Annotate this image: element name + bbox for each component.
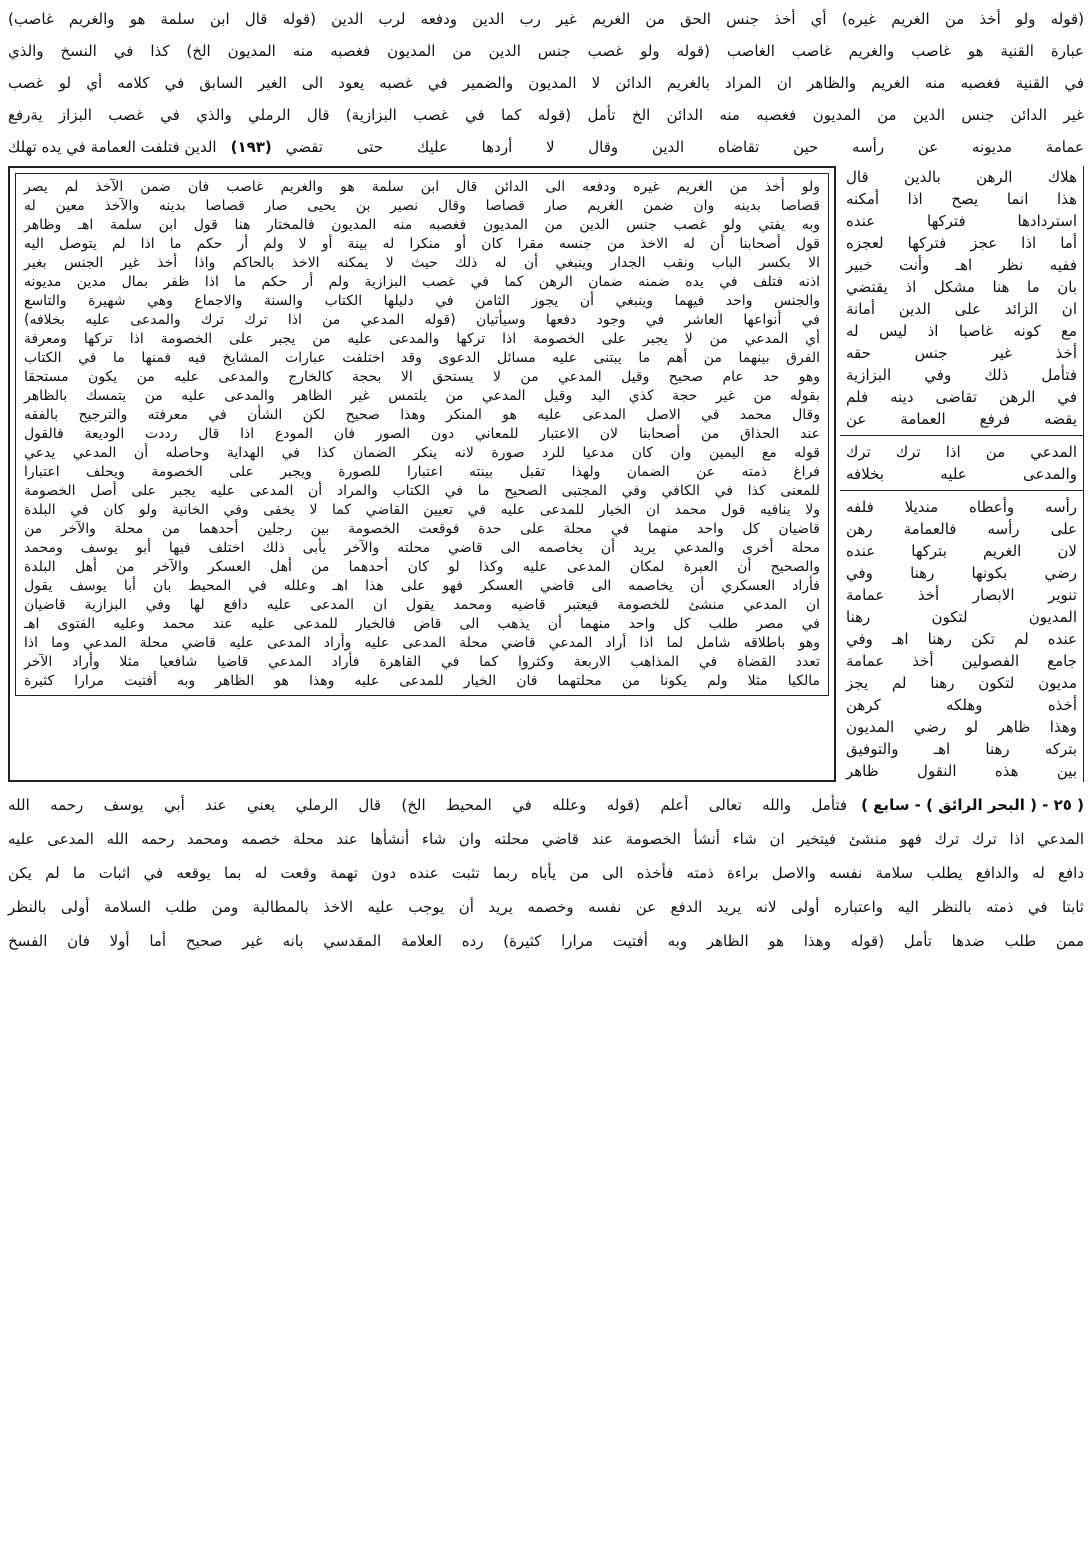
main-text-line: تعدد القضاة في المذاهب الاربعة وكثروا كما في القاهرة فأراد المدعي قاضيا شافعيا مثلا وأراد الآخر xyxy=(24,654,820,670)
side-text-line: هذا انما يصح اذا أمكنه xyxy=(846,190,1077,208)
page-number: (١٩٣) xyxy=(230,138,272,156)
side-block-1 xyxy=(840,166,1083,430)
page-footer-commentary xyxy=(8,792,1084,954)
side-text-line: أخذه وهلكه كرهن xyxy=(846,696,1077,714)
side-block-2 xyxy=(840,441,1083,485)
side-text-line: المديون لتكون رهنا xyxy=(846,608,1077,626)
side-text-line: أما اذا عجز فتركها لعجزه xyxy=(846,234,1077,252)
main-text-line: فأراد العسكري أن يخاصمه الى قاضي العسكر فهو على هذا اهـ وعلله في المحيط بان أبا يوسف يقول xyxy=(24,578,820,594)
main-text-line: والجنس واحد فيهما وينبغي أن يجوز الثامن في دليلها الكتاب والسنة والاجماع وهي شهيرة والتاسع xyxy=(24,293,820,309)
main-text-line: قوله مع اليمين وان كان مدعيا للرد صورة لانه ينكر الضمان كذا في الهداية وحاصله أن المدعي يدعي xyxy=(24,445,820,461)
main-text-line: أي المدعي من لا يجبر على الخصومة اذا تركها والمدعى عليه من يجبر على الخصومة اذا تركها ومعرفة xyxy=(24,331,820,347)
main-text-line: بقوله من غير حجة كذي اليد وقيل المدعي من يلتمس غير الظاهر والمدعى عليه من يتمسك بالظاهر xyxy=(24,388,820,404)
main-text-line: فراغ ذمته عن الضمان ولهذا تقبل بينته اعتبارا للصورة ويجبر على الخصومة ويحلف اعتبارا xyxy=(24,464,820,480)
main-text-line: مالكيا مثلا ولم يكونا من محلتهما فان الخيار للمدعى عليه وهذا هو الظاهر وبه أفتيت مرارا كثيرة xyxy=(24,673,820,689)
main-text-line: وهو باطلاقه شامل لما اذا أراد المدعي قاضي محلة المدعى عليه وأراد المدعى عليه قاضي محلة المدعي وما اذا xyxy=(24,635,820,651)
page-header-commentary xyxy=(8,6,1084,160)
side-text-line: بين هذه النقول ظاهر xyxy=(846,762,1077,780)
main-text-line: وبه يفتي ولو غصب جنس الدين من المديون فغصبه منه المديون فالمختار هنا قول ابن سلمة اهـ وظاهر xyxy=(24,217,820,233)
divider xyxy=(840,490,1083,491)
side-text-line: في الرهن تقاضى دينه فلم xyxy=(846,388,1077,406)
side-text-line: على رأسه فالعمامة رهن xyxy=(846,520,1077,538)
side-text-line: رأسه وأعطاه منديلا فلفه xyxy=(846,498,1077,516)
side-text-line: رضي بكونها رهنا وفي xyxy=(846,564,1077,582)
footer-line-with-signature xyxy=(8,792,1084,818)
side-text-line: مديون لتكون رهنا لم يجز xyxy=(846,674,1077,692)
footer-line: المدعي اذا ترك ترك فهو منشئ فيتخير ان شاء أنشأ الخصومة عند قاضي محلته وان شاء أنشأها عند محلة خصمه ومحمد رحمه الله المدعى عليه xyxy=(8,830,1084,848)
main-text-line: قول أصحابنا أن له الاخذ من جنسه مقرا كان أو منكرا له بينة أو لا ولم أر حكم ما اذا لم يتوصل اليه xyxy=(24,236,820,252)
main-text-line: في أنواعها العاشر في وجود دفعها وسيأتيان (قوله المدعي من اذا ترك ترك والمدعى عليه بخلافه) xyxy=(24,312,820,328)
main-text-line: الا بكسر الباب ونقب الجدار وينبغي أن له ذلك حيث لا يمكنه الاخذ بالحاكم واذا أخذ غير الجنس بغير xyxy=(24,255,820,271)
main-text-line: محلة أخرى والمدعي يريد أن يخاصمه الى قاضي محلته والآخر يأبى ذلك اختلف فيها أبو يوسف ومحمد xyxy=(24,540,820,556)
side-text-line: مع كونه غاصبا اذ ليس له xyxy=(846,322,1077,340)
main-text-line: ان المدعي منشئ للخصومة فيعتبر قاضيه ومحمد يقول ان المدعى عليه دافع لها وفي البزازية قاضيان xyxy=(24,597,820,613)
header-line: عبارة القنية هو غاصب والغريم غاصب الغاصب (قوله ولو غصب جنس الدين من المديون فغصبه منه المديون الخ) كذا في النسخ والذي xyxy=(8,42,1084,60)
footer-line-text: فتأمل والله تعالى أعلم (قوله وعلله في المحيط الخ) قال الرملي يعني عند أبي يوسف رحمه الله xyxy=(8,796,848,814)
side-text-line: يقضه فرفع العمامة عن xyxy=(846,410,1077,428)
main-text-line: وهو حد عام صحيح وقيل المدعي من لا يستحق الا بحجة كالخارج والمدعى عليه من يكون مستحقا xyxy=(24,369,820,385)
main-text-line: الفرق بينهما من أهم ما يبتنى عليه مسائل الدعوى وقد اختلفت عبارات المشايخ فيه فمنها ما في الكتاب xyxy=(24,350,820,366)
footer-line: ممن طلب ضدها تأمل (قوله وهذا هو الظاهر وبه أفتيت مرارا كثيرة) رده العلامة المقدسي بانه غير صحيح أما أولا فان الفسخ xyxy=(8,932,1084,950)
side-text-line: والمدعى عليه بخلافه xyxy=(846,465,1077,483)
side-text-line: المدعي من اذا ترك ترك xyxy=(846,443,1077,461)
header-line-text: عمامة مديونه عن رأسه حين تقاضاه الدين وقال لا أردها عليك حتى تقضي xyxy=(285,138,1084,156)
side-text-line: لان الغريم بتركها عنده xyxy=(846,542,1077,560)
main-text-line: اذنه فتلف في يده ضمنه ضمان الرهن كما في غصب البزازية ولم أر حكم ما اذا ظفر بمال مدين مديونه xyxy=(24,274,820,290)
main-text-line: للمعنى كذا في الكافي وفي المجتبى الصحيح ما في الكتاب والمراد أن المدعى عليه يجبر على أصل الخصومة xyxy=(24,483,820,499)
main-text-line: عند الحذاق من أصحابنا لان الاعتبار للمعاني دون الصور فان المودع اذا قال رددت الوديعة فالقول xyxy=(24,426,820,442)
divider xyxy=(840,435,1083,436)
side-text-line: فتأمل ذلك وفي البزازية xyxy=(846,366,1077,384)
header-line: (قوله ولو أخذ من الغريم غيره) أي أخذ جنس الحق من الغريم غير رب الدين ودفعه لرب الدين (قوله قال ابن سلمة هو والغريم غاصب) xyxy=(8,10,1084,28)
side-text-line: بتركه رهنا اهـ والتوفيق xyxy=(846,740,1077,758)
side-text-line: ان الزائد على الدين أمانة xyxy=(846,300,1077,318)
main-text-line: ولو أخذ من الغريم غيره ودفعه الى الدائن قال ابن سلمة هو والغريم غاصب فان ضمن الآخذ لم يصر xyxy=(24,179,820,195)
side-text-line: هلاك الرهن بالدين قال xyxy=(846,168,1077,186)
header-line-tail: الدين فتلفت العمامة في يده تهلك xyxy=(8,138,217,156)
main-text-line: وقال محمد في الاصل المدعى عليه هو المنكر وهذا صحيح لكن الشأن في معرفته والترجيح بالفقه xyxy=(24,407,820,423)
main-text-line: والصحيح أن العبرة لمكان المدعى عليه وكذا لو كان أحدهما من أهل العسكر والآخر من أهل البلدة xyxy=(24,559,820,575)
header-line: في القنية فغصبه منه الغريم والظاهر ان المراد بالغريم الدائن لا المديون والضمير في غصبه يعود الى الغير السابق في كلامه أي لو غصب xyxy=(8,74,1084,92)
side-block-3 xyxy=(840,496,1083,782)
main-text-line: قاضيان كل واحد منهما في محلة على حدة فوقعت الخصومة بين رجلين أحدهما من محلة والآخر من xyxy=(24,521,820,537)
side-text-line: استردادها فتركها عنده xyxy=(846,212,1077,230)
side-text-line: ففيه نظر اهـ وأنت خبير xyxy=(846,256,1077,274)
side-text-line: جامع الفصولين أخذ عمامة xyxy=(846,652,1077,670)
main-text-line: في مصر طلب كل واحد منهما أن يذهب الى قاض فالخيار للمدعى عليه عند محمد وعليه الفتوى اهـ xyxy=(24,616,820,632)
main-text-line: ولا ينافيه قول محمد ان الخيار للمدعى عليه في تعيين القاضي كما لا يخفى وفي الخانية ولو كان في البلدة xyxy=(24,502,820,518)
body-row xyxy=(8,166,1084,782)
header-line: غير الدائن جنس الدين من المديون فغصبه منه الدائن الخ تأمل (قوله كما في غصب البزازية) قال الرملي والذي في غصب البزاز يةرفع xyxy=(8,106,1084,124)
side-text-line: وهذا ظاهر لو رضي المديون xyxy=(846,718,1077,736)
main-text-frame xyxy=(8,166,836,782)
header-line-with-page-number xyxy=(8,134,1084,160)
side-text-line: عنده لم تكن رهنا اهـ وفي xyxy=(846,630,1077,648)
main-text-body xyxy=(15,173,829,696)
side-text-line: أخذ غير جنس حقه xyxy=(846,344,1077,362)
side-text-line: بان ما هنا مشكل اذ يقتضي xyxy=(846,278,1077,296)
footer-line: ثابتا في ذمته بالنظر اليه واعتباره أولى لانه يريد الدفع عن نفسه وخصمه يريد أن يوجب عليه الاخذ بالمطالبة ومن طلب السلامة أولى بالنظر xyxy=(8,898,1084,916)
book-page xyxy=(8,6,1084,962)
main-text-line: قصاصا بدينه وان ضمن الغريم صار قصاصا وقال نصير بن يحيى صار قصاصا بدينه والآخذ معين له xyxy=(24,198,820,214)
volume-signature: ( ٢٥ - ( البحر الرائق ) - سابع ) xyxy=(861,796,1084,814)
side-text-line: تنوير الابصار أخذ عمامة xyxy=(846,586,1077,604)
footer-line: دافع له والدافع يطلب سلامة نفسه والاصل براءة ذمته فأخذه الى من يأباه ربما تثبت عنده دون تهمة وقعت له بما يوقعه في اثبات ما لم يكن xyxy=(8,864,1084,882)
side-margin-column xyxy=(840,166,1084,782)
